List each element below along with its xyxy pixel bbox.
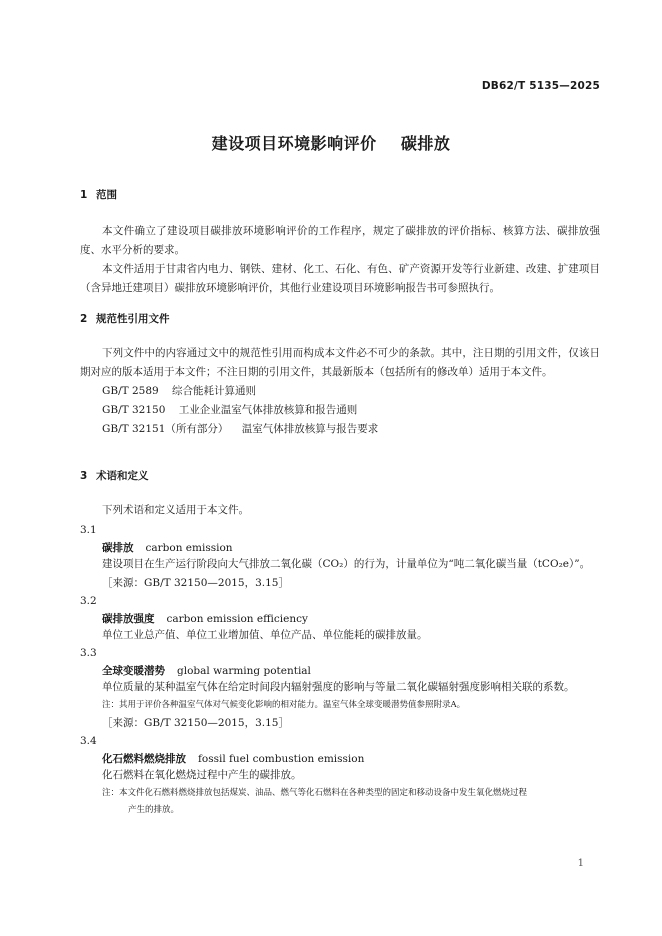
section-2 bbox=[80, 311, 600, 326]
term-name-en: carbon emission efficiency bbox=[166, 613, 308, 625]
term-entry bbox=[80, 540, 600, 555]
term-source: ［来源：GB/T 32150—2015，3.15］ bbox=[102, 717, 289, 729]
term-name-en: global warming potential bbox=[177, 665, 311, 677]
section-1-heading bbox=[80, 187, 600, 202]
section-number: 3 bbox=[80, 470, 88, 482]
term-definition: 单位工业总产值、单位工业增加值、单位产品、单位能耗的碳排放量。 bbox=[102, 629, 428, 641]
term-definition: 单位质量的某种温室气体在给定时间段内辐射强度的影响与等量二氧化碳辐射强度影响相关联的系数。 bbox=[102, 681, 575, 693]
paragraph: 本文件确立了建设项目碳排放环境影响评价的工作程序，规定了碳排放的评价指标、核算方法、碳排放强度、水平分析的要求。 bbox=[80, 225, 600, 256]
section-2-body bbox=[80, 344, 600, 439]
section-title: 规范性引用文件 bbox=[96, 313, 170, 325]
normative-reference: GB/T 2589 综合能耗计算通则 bbox=[102, 385, 257, 397]
section-3-heading bbox=[80, 468, 600, 483]
normative-reference: GB/T 32151（所有部分） 温室气体排放核算与报告要求 bbox=[102, 423, 379, 435]
section-2-heading bbox=[80, 311, 600, 326]
section-1-body bbox=[80, 222, 600, 298]
term-name-zh: 碳排放 bbox=[102, 542, 134, 554]
page-number: 1 bbox=[577, 858, 584, 869]
section-3-body bbox=[80, 500, 600, 819]
section-number: 2 bbox=[80, 313, 88, 325]
term-number: 3.1 bbox=[80, 524, 97, 536]
term-note: 注：本文件化石燃料燃烧排放包括煤炭、油品、燃气等化石燃料在各种类型的固定和移动设备中发生氧化燃烧过程 bbox=[102, 788, 528, 798]
term-name-zh: 碳排放强度 bbox=[102, 613, 155, 625]
page-title: 建设项目环境影响评价 碳排放 bbox=[211, 134, 451, 153]
term-number: 3.4 bbox=[80, 735, 97, 747]
term-number: 3.2 bbox=[80, 595, 97, 607]
term-definition: 建设项目在生产运行阶段向大气排放二氧化碳（CO₂）的行为，计量单位为“吨二氧化碳当量（tCO₂e）”。 bbox=[102, 558, 591, 570]
paragraph: 下列术语和定义适用于本文件。 bbox=[102, 504, 249, 516]
paragraph: 本文件适用于甘肃省内电力、钢铁、建材、化工、石化、有色、矿产资源开发等行业新建、改建、扩建项目（含异地迁建项目）碳排放环境影响评价，其他行业建设项目环境影响报告书可参照执行。 bbox=[80, 263, 600, 294]
term-source: ［来源：GB/T 32150—2015，3.15］ bbox=[102, 577, 289, 589]
normative-reference: GB/T 32150 工业企业温室气体排放核算和报告通则 bbox=[102, 404, 358, 416]
term-name-zh: 化石燃料燃烧排放 bbox=[102, 753, 186, 765]
paragraph: 下列文件中的内容通过文中的规范性引用而构成本文件必不可少的条款。其中，注日期的引用文件，仅该日期对应的版本适用于本文件；不注日期的引用文件，其最新版本（包括所有的修改单）适用于本文件。 bbox=[80, 347, 600, 378]
document-code: DB62/T 5135—2025 bbox=[481, 80, 600, 92]
term-entry bbox=[80, 751, 600, 766]
term-entry bbox=[80, 611, 600, 626]
term-note: 注：其用于评价各种温室气体对气候变化影响的相对能力。温室气体全球变暖潜势值参照附录A。 bbox=[102, 700, 466, 710]
term-definition: 化石燃料在氧化燃烧过程中产生的碳排放。 bbox=[102, 769, 302, 781]
term-name-en: carbon emission bbox=[145, 542, 233, 554]
term-number: 3.3 bbox=[80, 647, 97, 659]
section-number: 1 bbox=[80, 189, 88, 201]
section-3 bbox=[80, 468, 600, 483]
term-entry bbox=[80, 663, 600, 678]
term-name-zh: 全球变暖潜势 bbox=[102, 665, 165, 677]
term-name-en: fossil fuel combustion emission bbox=[198, 753, 365, 765]
section-title: 范围 bbox=[96, 189, 117, 201]
term-note-continuation: 产生的排放。 bbox=[128, 805, 180, 815]
section-1 bbox=[80, 187, 600, 202]
section-title: 术语和定义 bbox=[96, 470, 149, 482]
